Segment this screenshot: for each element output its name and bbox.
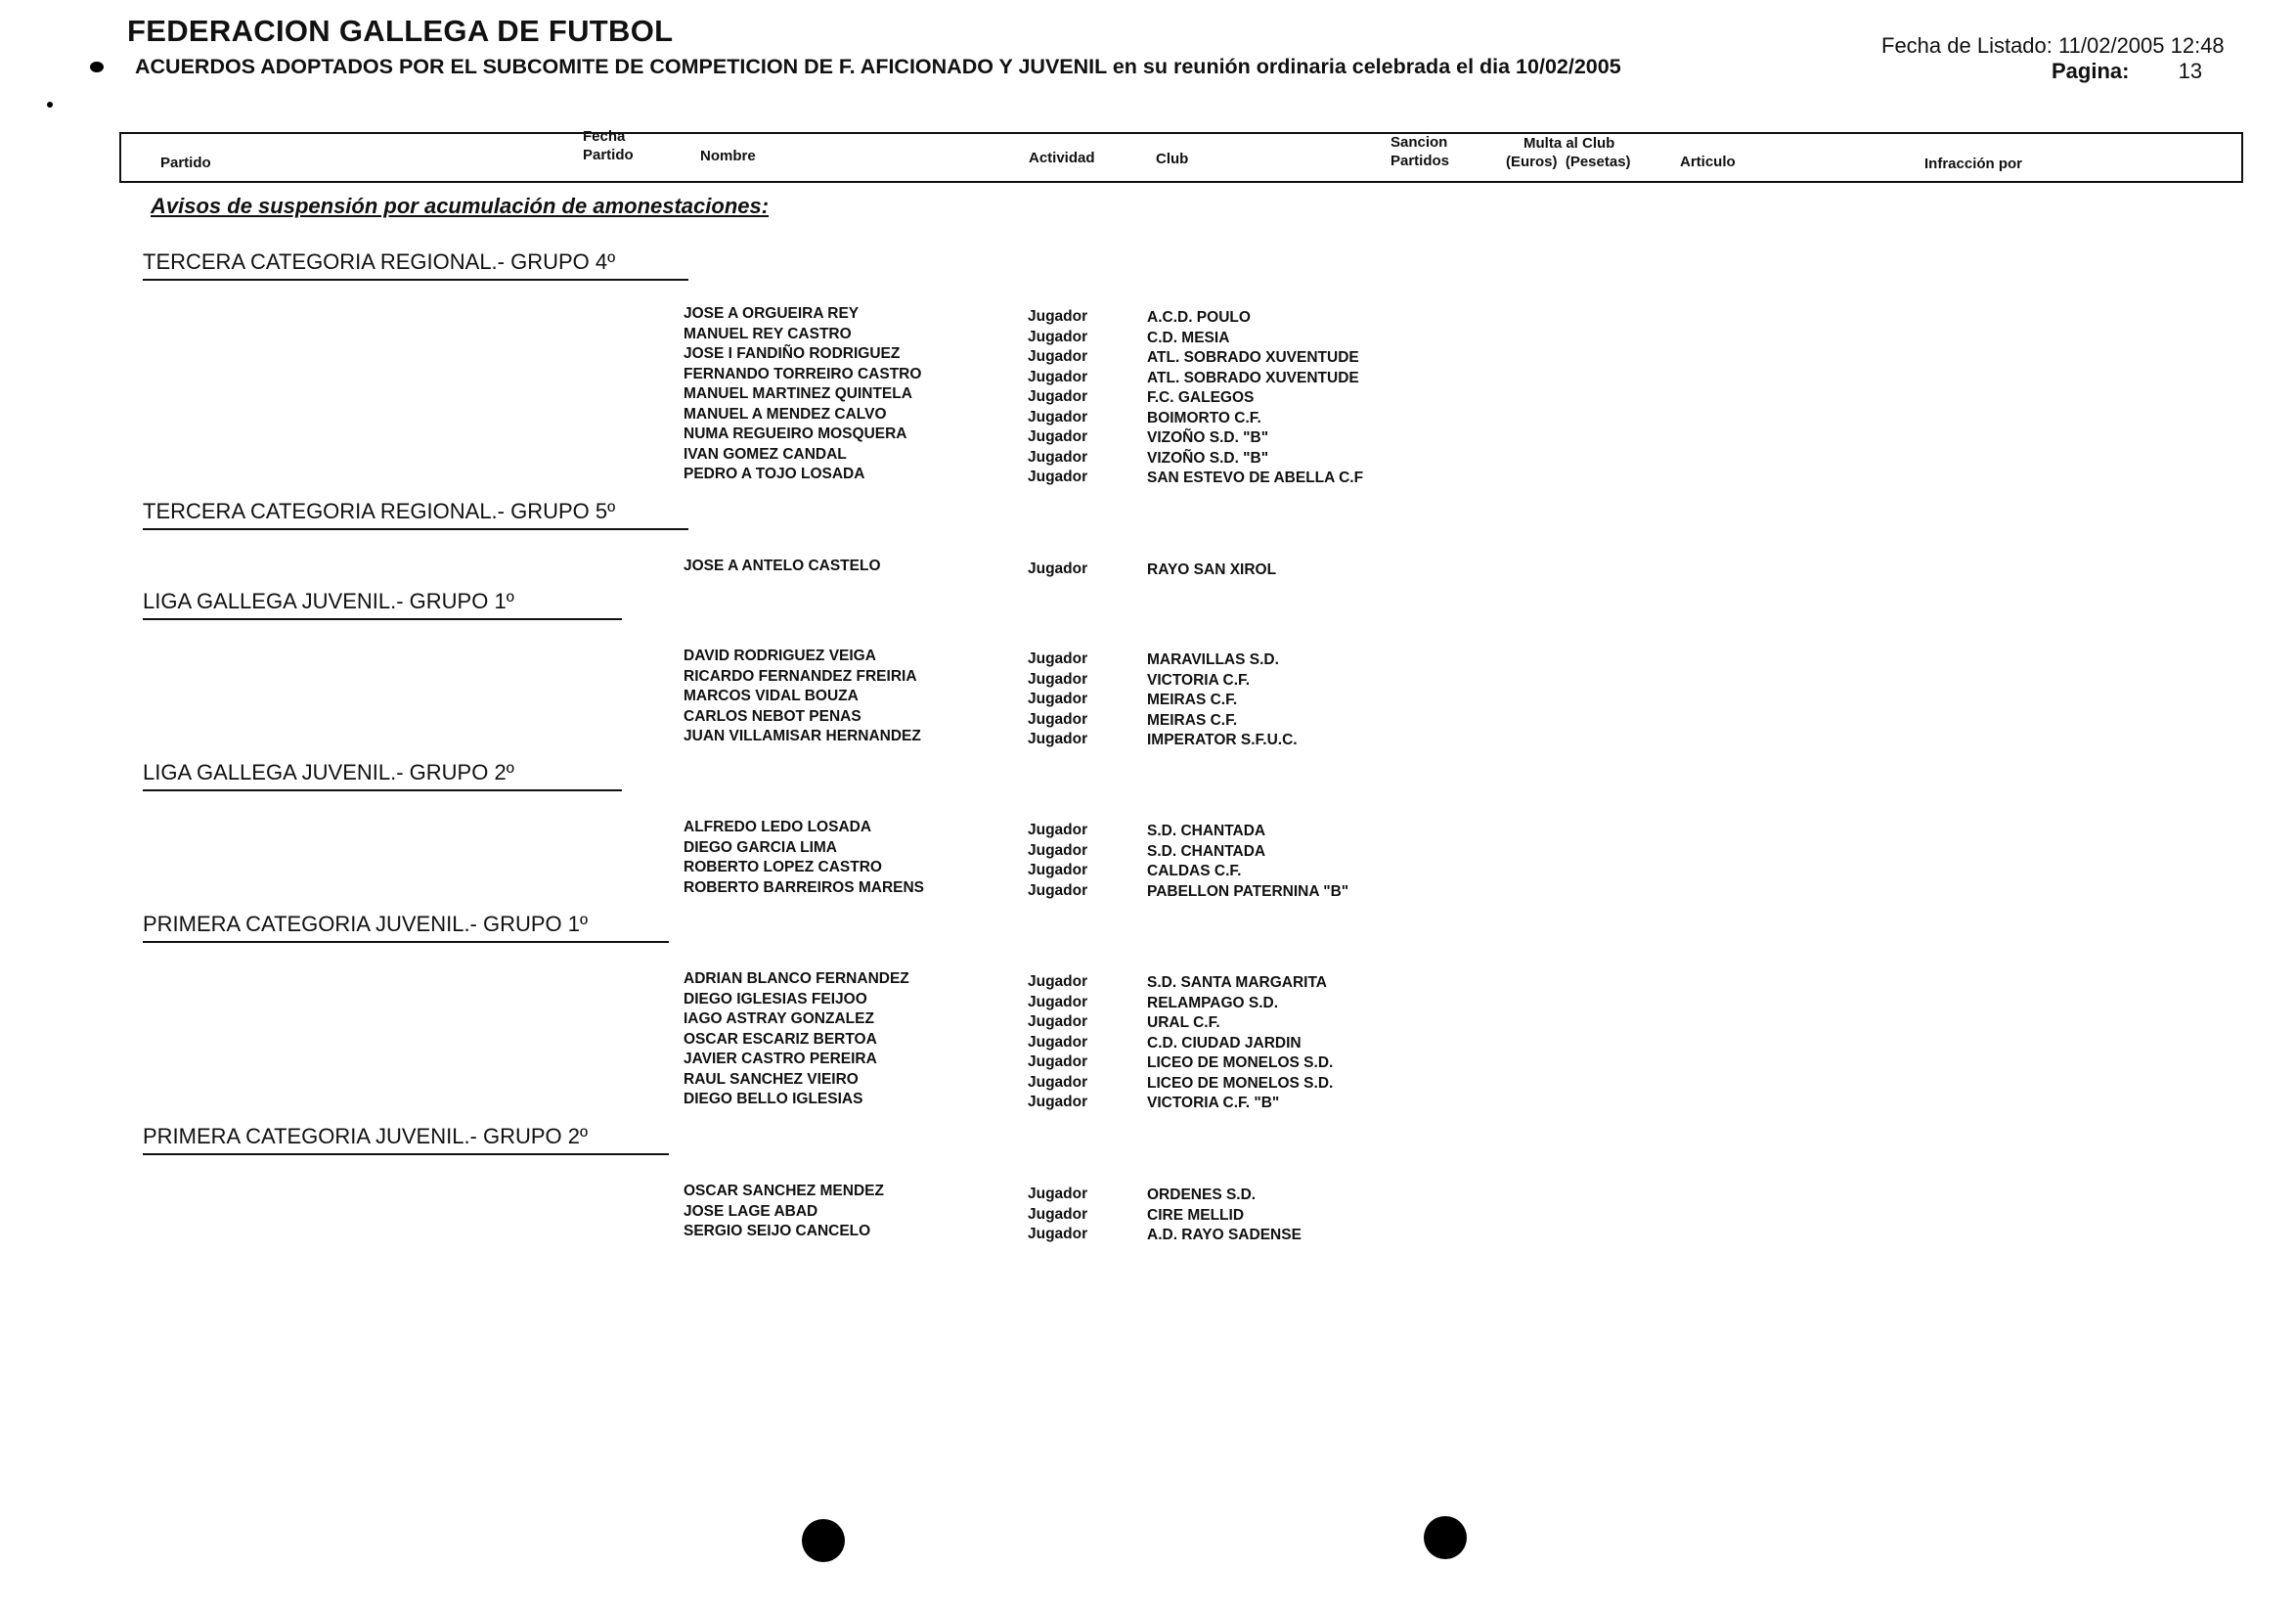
player-activity: Jugador xyxy=(1028,881,1088,899)
player-club: BOIMORTO C.F. xyxy=(1147,409,1261,426)
section-title-text: PRIMERA CATEGORIA JUVENIL.- GRUPO 2º xyxy=(143,1124,589,1148)
scan-speck xyxy=(47,102,53,108)
section-underline xyxy=(143,528,688,530)
player-name: JOSE LAGE ABAD xyxy=(684,1202,818,1220)
player-name: MANUEL MARTINEZ QUINTELA xyxy=(684,385,912,402)
player-club: RELAMPAGO S.D. xyxy=(1147,994,1279,1011)
player-name: SERGIO SEIJO CANCELO xyxy=(684,1223,871,1239)
player-activity: Jugador xyxy=(1028,822,1088,838)
player-name: CARLOS NEBOT PENAS xyxy=(684,707,861,725)
player-activity: Jugador xyxy=(1028,691,1088,707)
notice-title: Avisos de suspensión por acumulación de amonestaciones: xyxy=(151,194,770,218)
page-number-label: Pagina: xyxy=(2052,59,2130,83)
player-club: ATL. SOBRADO XUVENTUDE xyxy=(1147,349,1359,366)
player-name: PEDRO A TOJO LOSADA xyxy=(684,466,865,482)
col-multa-line1: Multa al Club xyxy=(1523,135,1615,152)
col-multa-line2: (Euros) (Pesetas) xyxy=(1506,154,1631,170)
player-name: JOSE I FANDIÑO RODRIGUEZ xyxy=(684,345,901,362)
column-header-box xyxy=(119,128,2243,183)
player-club: VICTORIA C.F. "B" xyxy=(1147,1095,1280,1111)
listing-date xyxy=(1881,33,2225,59)
player-activity: Jugador xyxy=(1028,993,1088,1010)
player-name: IVAN GOMEZ CANDAL xyxy=(684,445,847,463)
player-club: VICTORIA C.F. xyxy=(1147,671,1251,689)
col-articulo: Articulo xyxy=(1680,154,1736,170)
player-activity: Jugador xyxy=(1028,328,1088,345)
player-activity: Jugador xyxy=(1028,1186,1088,1202)
col-nombre: Nombre xyxy=(700,148,756,164)
player-club: URAL C.F. xyxy=(1147,1014,1220,1031)
section-underline xyxy=(143,789,622,791)
player-activity: Jugador xyxy=(1028,308,1088,325)
col-infraccion: Infracción por xyxy=(1924,156,2023,172)
player-name: MARCOS VIDAL BOUZA xyxy=(684,688,859,704)
col-actividad: Actividad xyxy=(1029,150,1095,166)
player-club: CALDAS C.F. xyxy=(1147,863,1242,879)
player-club: MARAVILLAS S.D. xyxy=(1147,651,1279,668)
col-fecha-line2: Partido xyxy=(583,147,634,163)
player-name: JAVIER CASTRO PEREIRA xyxy=(684,1051,877,1067)
section-title xyxy=(143,760,514,785)
player-club: LICEO DE MONELOS S.D. xyxy=(1147,1054,1334,1071)
player-name: MANUEL A MENDEZ CALVO xyxy=(684,405,887,423)
player-club: S.D. CHANTADA xyxy=(1147,842,1266,860)
section-title-text: TERCERA CATEGORIA REGIONAL.- GRUPO 4º xyxy=(143,249,616,274)
player-club: S.D. SANTA MARGARITA xyxy=(1147,974,1327,991)
player-club: VIZOÑO S.D. "B" xyxy=(1147,449,1269,467)
player-club: VIZOÑO S.D. "B" xyxy=(1147,429,1269,446)
col-sancion-line1: Sancion xyxy=(1391,134,1448,151)
player-name: ADRIAN BLANCO FERNANDEZ xyxy=(684,970,909,987)
section-title xyxy=(143,499,615,524)
player-name: DIEGO IGLESIAS FEIJOO xyxy=(684,990,867,1008)
player-club: IMPERATOR S.F.U.C. xyxy=(1147,732,1298,748)
player-club: ORDENES S.D. xyxy=(1147,1187,1257,1203)
player-activity: Jugador xyxy=(1028,862,1088,878)
player-activity: Jugador xyxy=(1028,731,1088,747)
col-fecha-line1: Fecha xyxy=(583,128,626,145)
player-name: ALFREDO LEDO LOSADA xyxy=(684,819,872,835)
player-activity: Jugador xyxy=(1028,1205,1088,1223)
player-activity: Jugador xyxy=(1028,368,1088,385)
col-partido: Partido xyxy=(160,155,211,171)
section-underline xyxy=(143,941,669,943)
player-activity: Jugador xyxy=(1028,428,1088,445)
player-club: S.D. CHANTADA xyxy=(1147,823,1266,839)
player-club: F.C. GALEGOS xyxy=(1147,389,1255,406)
player-activity: Jugador xyxy=(1028,1073,1088,1091)
player-club: ATL. SOBRADO XUVENTUDE xyxy=(1147,369,1359,386)
player-activity: Jugador xyxy=(1028,348,1088,365)
player-name: FERNANDO TORREIRO CASTRO xyxy=(684,365,922,382)
player-activity: Jugador xyxy=(1028,448,1088,466)
listing-date-value: 11/02/2005 12:48 xyxy=(2058,33,2225,58)
player-club: SAN ESTEVO DE ABELLA C.F xyxy=(1147,470,1364,486)
section-title xyxy=(143,589,514,614)
player-activity: Jugador xyxy=(1028,973,1088,990)
listing-date-label: Fecha de Listado: xyxy=(1881,33,2053,58)
player-activity: Jugador xyxy=(1028,1053,1088,1070)
player-activity: Jugador xyxy=(1028,841,1088,859)
player-club: A.C.D. POULO xyxy=(1147,309,1251,326)
player-activity: Jugador xyxy=(1028,1033,1088,1051)
player-activity: Jugador xyxy=(1028,670,1088,688)
section-underline xyxy=(143,279,688,281)
page-number xyxy=(2052,59,2202,84)
player-name: JOSE A ORGUEIRA REY xyxy=(684,305,860,322)
player-activity: Jugador xyxy=(1028,408,1088,425)
player-name: JOSE A ANTELO CASTELO xyxy=(684,558,881,574)
player-club: RAYO SAN XIROL xyxy=(1147,561,1277,578)
player-name: OSCAR ESCARIZ BERTOA xyxy=(684,1030,877,1048)
player-name: RAUL SANCHEZ VIEIRO xyxy=(684,1070,859,1088)
section-title-text: LIGA GALLEGA JUVENIL.- GRUPO 2º xyxy=(143,760,514,784)
player-club: C.D. MESIA xyxy=(1147,329,1230,346)
player-name: DIEGO GARCIA LIMA xyxy=(684,838,838,856)
player-name: JUAN VILLAMISAR HERNANDEZ xyxy=(684,728,921,744)
player-activity: Jugador xyxy=(1028,560,1088,577)
page-number-value: 13 xyxy=(2178,59,2203,83)
player-club: A.D. RAYO SADENSE xyxy=(1147,1227,1302,1243)
player-club: CIRE MELLID xyxy=(1147,1206,1245,1224)
section-title xyxy=(143,249,615,275)
player-activity: Jugador xyxy=(1028,710,1088,728)
player-name: IAGO ASTRAY GONZALEZ xyxy=(684,1010,874,1027)
player-activity: Jugador xyxy=(1028,388,1088,405)
player-club: C.D. CIUDAD JARDIN xyxy=(1147,1034,1302,1052)
section-underline xyxy=(143,1153,669,1155)
section-title xyxy=(143,912,588,937)
player-name: MANUEL REY CASTRO xyxy=(684,325,852,342)
punch-hole-right xyxy=(1424,1516,1467,1559)
section-title xyxy=(143,1124,588,1149)
player-name: OSCAR SANCHEZ MENDEZ xyxy=(684,1183,884,1199)
scan-speck xyxy=(90,62,104,72)
player-name: DAVID RODRIGUEZ VEIGA xyxy=(684,648,876,664)
section-title-text: TERCERA CATEGORIA REGIONAL.- GRUPO 5º xyxy=(143,499,616,523)
player-club: MEIRAS C.F. xyxy=(1147,711,1238,729)
player-club: LICEO DE MONELOS S.D. xyxy=(1147,1074,1334,1092)
player-activity: Jugador xyxy=(1028,1013,1088,1030)
section-title-text: PRIMERA CATEGORIA JUVENIL.- GRUPO 1º xyxy=(143,912,589,936)
section-title-text: LIGA GALLEGA JUVENIL.- GRUPO 1º xyxy=(143,589,514,613)
punch-hole-left xyxy=(802,1519,845,1562)
player-activity: Jugador xyxy=(1028,1094,1088,1110)
player-name: ROBERTO BARREIROS MARENS xyxy=(684,878,925,896)
player-activity: Jugador xyxy=(1028,1226,1088,1242)
player-name: DIEGO BELLO IGLESIAS xyxy=(684,1091,863,1107)
player-club: PABELLON PATERNINA "B" xyxy=(1147,882,1349,900)
player-activity: Jugador xyxy=(1028,469,1088,485)
player-name: NUMA REGUEIRO MOSQUERA xyxy=(684,425,907,442)
player-name: RICARDO FERNANDEZ FREIRIA xyxy=(684,667,917,685)
player-activity: Jugador xyxy=(1028,650,1088,667)
organization-title: FEDERACION GALLEGA DE FUTBOL xyxy=(127,14,674,48)
player-name: ROBERTO LOPEZ CASTRO xyxy=(684,859,882,875)
col-sancion-line2: Partidos xyxy=(1391,153,1450,169)
document-subtitle: ACUERDOS ADOPTADOS POR EL SUBCOMITE DE COMPETICION DE F. AFICIONADO Y JUVENIL en su reunión ordinaria celebrada el dia 10/02/2005 xyxy=(135,55,1621,78)
section-underline xyxy=(143,618,622,620)
player-club: MEIRAS C.F. xyxy=(1147,692,1238,708)
col-club: Club xyxy=(1156,151,1189,167)
